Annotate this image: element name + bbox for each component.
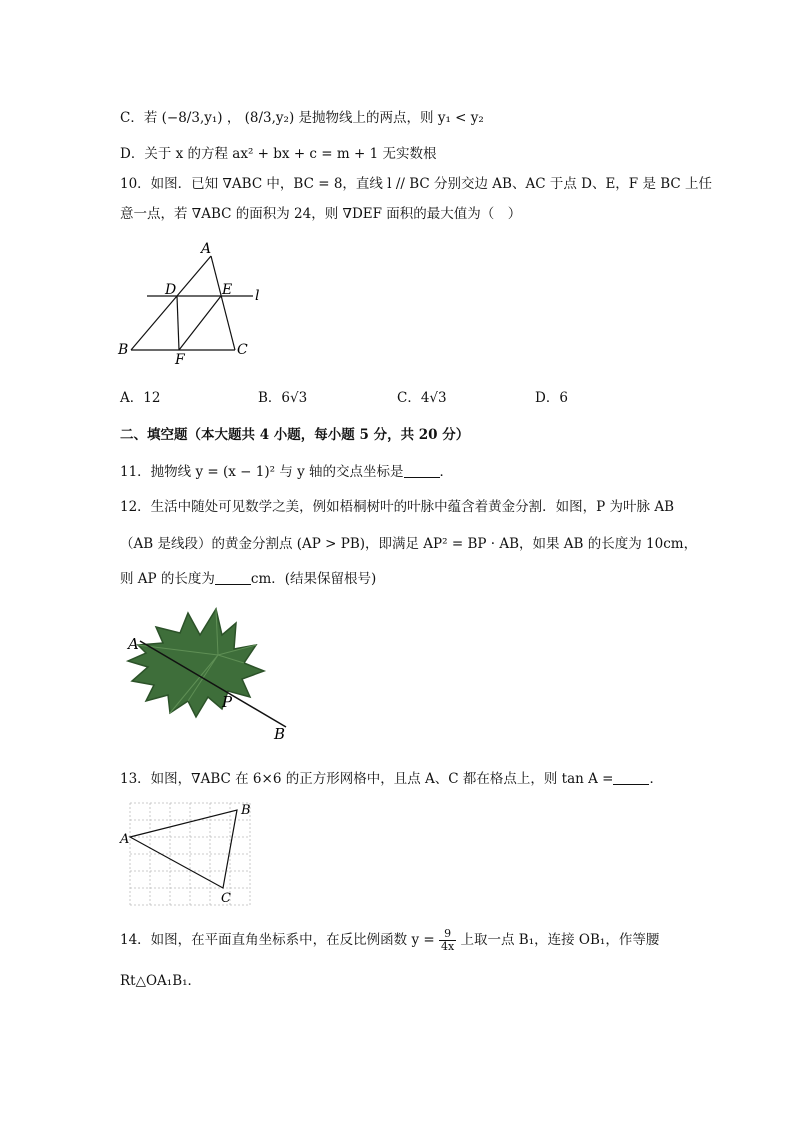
label-b: B <box>241 803 251 818</box>
grid-lines <box>130 803 250 905</box>
point-1: (−8/3,y₁) <box>161 110 223 126</box>
option-c-suffix: 是抛物线上的两点，则 y₁ < y₂ <box>298 110 484 126</box>
side-ac <box>211 256 235 350</box>
fraction-denominator: 4x <box>441 940 455 953</box>
label-c: C <box>237 342 248 358</box>
option-c <box>120 107 484 129</box>
segment-df <box>177 296 179 350</box>
choice-b: B．6√3 <box>258 390 308 406</box>
label-b: B <box>274 725 286 743</box>
choice-c: C．4√3 <box>397 390 447 406</box>
question-12-line3 <box>120 568 376 590</box>
label-f: F <box>175 352 185 368</box>
question-14-line1 <box>120 928 659 953</box>
label-b: B <box>118 342 129 358</box>
side-ab <box>131 256 211 350</box>
triangle-abc <box>130 810 237 888</box>
label-c: C <box>221 891 231 906</box>
period: ． <box>439 464 454 480</box>
question-14-text-cont: 上取一点 B₁，连接 OB₁，作等腰 <box>460 932 660 948</box>
question-10-line2: 意一点，若 ∇ABC 的面积为 24，则 ∇DEF 面积的最大值为（ ） <box>120 206 522 222</box>
question-14-line2: Rt△OA₁B₁． <box>120 973 202 989</box>
label-d: D <box>165 282 177 298</box>
answer-blank <box>404 463 440 478</box>
question-12-line2: （AB 是线段）的黄金分割点 (AP > PB)，即满足 AP² = BP · AB，如果 AB 的长度为 10cm， <box>120 536 698 552</box>
question-13-text: 13．如图，∇ABC 在 6×6 的正方形网格中，且点 A、C 都在格点上，则 tan A = <box>120 771 614 787</box>
question-12-line1: 12．生活中随处可见数学之美，例如梧桐树叶的叶脉中蕴含着黄金分割．如图，P 为叶脉 AB <box>120 499 675 515</box>
point-2: (8/3,y₂) <box>244 110 295 126</box>
question-14-text: 14．如图，在平面直角坐标系中，在反比例函数 y = <box>120 932 435 948</box>
comma: ， <box>226 110 241 126</box>
label-e: E <box>222 282 233 298</box>
question-11-text: 11．抛物线 y = (x − 1)² 与 y 轴的交点坐标是 <box>120 464 404 480</box>
label-a: A <box>128 635 139 653</box>
label-p: P <box>222 693 233 711</box>
question-10-line1: 10．如图．已知 ∇ABC 中，BC = 8，直线 l // BC 分别交边 AB、AC 于点 D、E，F 是 BC 上任 <box>120 176 713 192</box>
choice-d: D．6 <box>535 390 568 406</box>
answer-blank <box>613 770 649 785</box>
question-12-text: 则 AP 的长度为 <box>120 571 215 587</box>
option-c-prefix: C．若 <box>120 110 158 126</box>
figure-10-triangle <box>115 238 275 368</box>
section-2-heading: 二、填空题（本大题共 4 小题，每小题 5 分，共 20 分） <box>120 427 470 443</box>
choice-a: A．12 <box>120 390 161 406</box>
fraction-numerator: 9 <box>439 928 456 941</box>
label-a: A <box>201 241 212 257</box>
question-13 <box>120 768 663 790</box>
fraction <box>439 928 456 953</box>
segment-ef <box>179 296 221 350</box>
period: ． <box>649 771 663 787</box>
answer-blank <box>215 570 251 585</box>
figure-13-grid <box>115 798 255 908</box>
figure-12-leaf <box>118 605 303 745</box>
label-a: A <box>120 832 130 847</box>
question-11 <box>120 461 453 483</box>
unit-note: cm．(结果保留根号) <box>250 571 377 587</box>
label-l: l <box>255 288 260 304</box>
option-d: D．关于 x 的方程 ax² + bx + c = m + 1 无实数根 <box>120 146 437 162</box>
